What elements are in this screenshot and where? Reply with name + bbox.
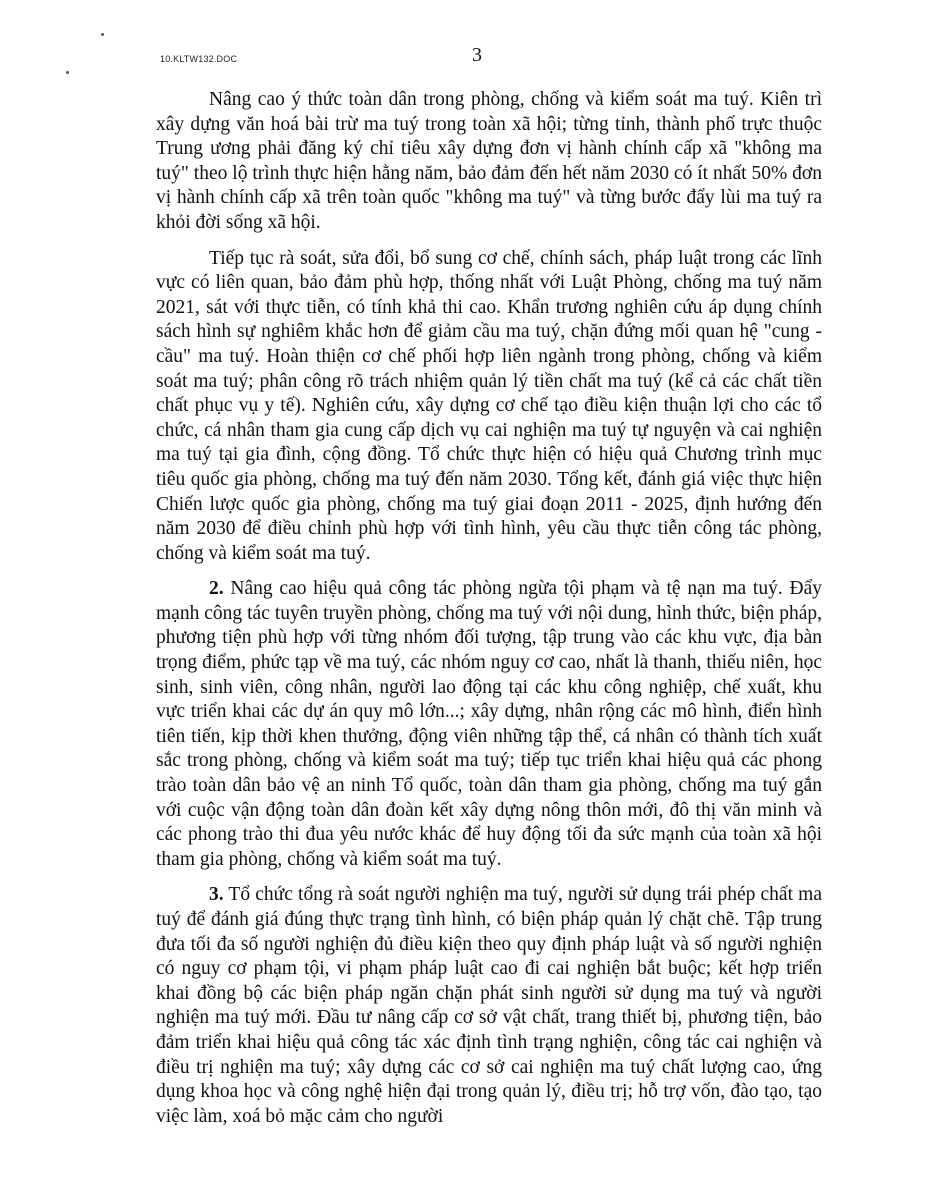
paragraph-text: Tiếp tục rà soát, sửa đổi, bổ sung cơ chế, chính sách, pháp luật trong các lĩnh vực có liên quan, bảo đảm phù hợp, thống nhất với Luật Phòng, chống ma tuý năm 2021, sát với thực tiễn, có tính khả thi cao. Khẩn trương nghiên cứu áp dụng chính sách hình sự nghiêm khắc hơn để giảm cầu ma tuý, chặn đứng mối quan hệ "cung - cầu" ma tuý. Hoàn thiện cơ chế phối hợp liên ngành trong phòng, chống và kiểm soát ma tuý; phân công rõ trách nhiệm quản lý tiền chất ma tuý (kể cả các chất tiền chất phục vụ y tế). Nghiên cứu, xây dựng cơ chế tạo điều kiện thuận lợi cho các tổ chức, cá nhân tham gia cung cấp dịch vụ cai nghiện ma tuý tự nguyện và cai nghiện ma tuý tại gia đình, cộng đồng. Tổ chức thực hiện có hiệu quả Chương trình mục tiêu quốc gia phòng, chống ma tuý đến năm 2030. Tổng kết, đánh giá việc thực hiện Chiến lược quốc gia phòng, chống ma tuý giai đoạn 2011 - 2025, định hướng đến năm 2030 để điều chỉnh phù hợp với tình hình, yêu cầu thực tiễn công tác phòng, chống và kiểm soát ma tuý. bbox=[156, 247, 822, 564]
paragraph-text: Nâng cao hiệu quả công tác phòng ngừa tội phạm và tệ nạn ma tuý. Đẩy mạnh công tác tuyên truyền phòng, chống ma tuý với nội dung, hình thức, biện pháp, phương tiện phù hợp với từng nhóm đối tượng, tập trung vào các khu vực, địa bàn trọng điểm, phức tạp về ma tuý, các nhóm nguy cơ cao, nhất là thanh, thiếu niên, học sinh, sinh viên, công nhân, người lao động tại các khu công nghiệp, chế xuất, khu vực triển khai các dự án quy mô lớn...; xây dựng, nhân rộng các mô hình, điển hình tiên tiến, kịp thời khen thưởng, động viên những tập thể, cá nhân có thành tích xuất sắc trong phòng, chống và kiểm soát ma tuý; tiếp tục triển khai hiệu quả các phong trào toàn dân bảo vệ an ninh Tổ quốc, toàn dân tham gia phòng, chống ma tuý gắn với cuộc vận động toàn dân đoàn kết xây dựng nông thôn mới, đô thị văn minh và các phong trào thi đua yêu nước khác để huy động tối đa sức mạnh của toàn xã hội tham gia phòng, chống và kiểm soát ma tuý. bbox=[156, 578, 822, 870]
scan-dot bbox=[101, 33, 104, 36]
page-number: 3 bbox=[472, 44, 482, 66]
paragraph bbox=[156, 247, 822, 567]
paragraph bbox=[156, 88, 822, 236]
document-code: 10.KLTW132.DOC bbox=[160, 54, 238, 64]
document-body bbox=[156, 88, 822, 1140]
paragraph bbox=[156, 577, 822, 872]
page-header bbox=[0, 44, 927, 74]
paragraph-number: 2. bbox=[209, 578, 224, 600]
paragraph-text: Tổ chức tổng rà soát người nghiện ma tuý, người sử dụng trái phép chất ma tuý để đánh giá đúng thực trạng tình hình, có biện pháp quản lý chặt chẽ. Tập trung đưa tối đa số người nghiện đủ điều kiện theo quy định pháp luật và số người nghiện có nguy cơ phạm tội, vi phạm pháp luật cao đi cai nghiện bắt buộc; kết hợp triển khai đồng bộ các biện pháp ngăn chặn phát sinh người sử dụng ma tuý và người nghiện ma tuý mới. Đầu tư nâng cấp cơ sở vật chất, trang thiết bị, phương tiện, bảo đảm triển khai hiệu quả công tác xác định tình trạng nghiện, công tác cai nghiện và điều trị nghiện ma tuý; xây dựng các cơ sở cai nghiện ma tuý chất lượng cao, ứng dụng khoa học và công nghệ hiện đại trong quản lý, điều trị; hỗ trợ vốn, đào tạo, tạo việc làm, xoá bỏ mặc cảm cho người bbox=[156, 884, 822, 1127]
paragraph bbox=[156, 883, 822, 1129]
paragraph-text: Nâng cao ý thức toàn dân trong phòng, chống và kiểm soát ma tuý. Kiên trì xây dựng văn hoá bài trừ ma tuý trong toàn xã hội; từng tỉnh, thành phố trực thuộc Trung ương phải đăng ký chỉ tiêu xây dựng đơn vị hành chính cấp xã "không ma tuý" theo lộ trình thực hiện hằng năm, bảo đảm đến hết năm 2030 có ít nhất 50% đơn vị hành chính cấp xã trên toàn quốc "không ma tuý" và từng bước đẩy lùi ma tuý ra khỏi đời sống xã hội. bbox=[156, 89, 822, 233]
paragraph-number: 3. bbox=[209, 884, 224, 906]
